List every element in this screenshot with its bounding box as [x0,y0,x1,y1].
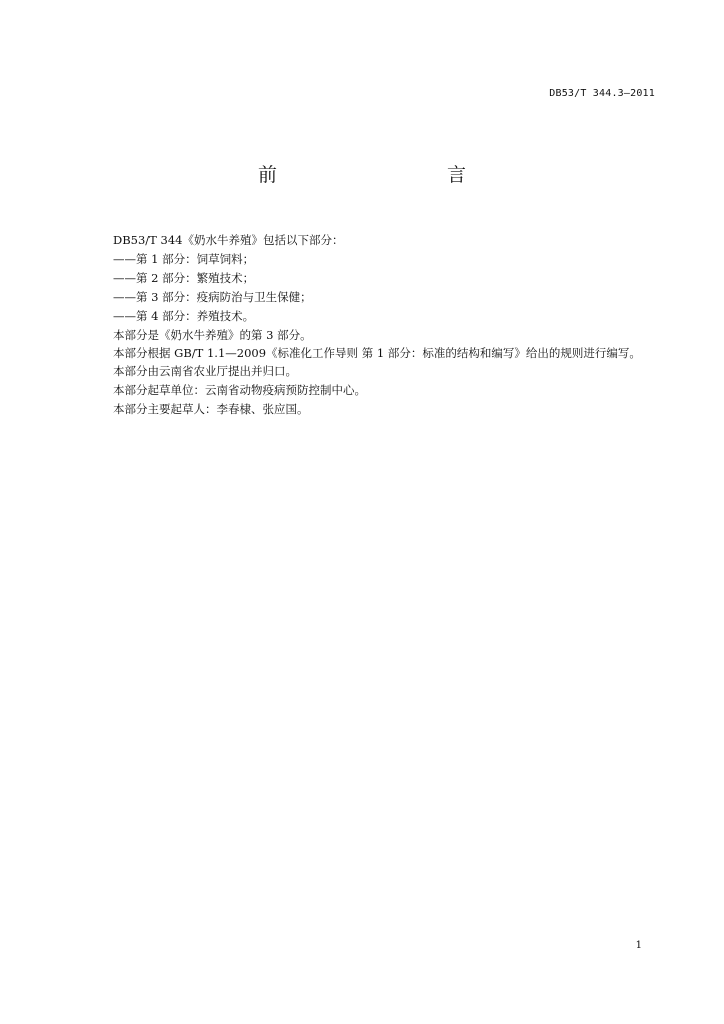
paragraph-drafters: 本部分主要起草人：李春棣、张应国。 [113,402,309,416]
paragraph-parts-intro: DB53/T 344《奶水牛养殖》包括以下部分： [113,233,344,247]
page-number: 1 [635,940,642,951]
paragraph-part-1: ——第 1 部分：饲草饲料； [113,252,255,266]
paragraph-part-2: ——第 2 部分：繁殖技术； [113,271,255,285]
paragraph-drafting-rules: 本部分根据 GB/T 1.1—2009《标准化工作导则 第 1 部分：标准的结构和编写》给出的规则进行编写。 [113,346,641,360]
paragraph-this-part: 本部分是《奶水牛养殖》的第 3 部分。 [113,328,312,342]
foreword-body [88,231,660,419]
paragraph-part-3: ——第 3 部分：疫病防治与卫生保健； [113,290,312,304]
document-code: DB53/T 344.3—2011 [549,88,655,99]
paragraph-drafting-unit: 本部分起草单位：云南省动物疫病预防控制中心。 [113,383,366,397]
paragraph-part-4: ——第 4 部分：养殖技术。 [113,309,255,323]
paragraph-proposer: 本部分由云南省农业厅提出并归口。 [113,364,297,378]
page-title: 前 言 [257,164,510,186]
